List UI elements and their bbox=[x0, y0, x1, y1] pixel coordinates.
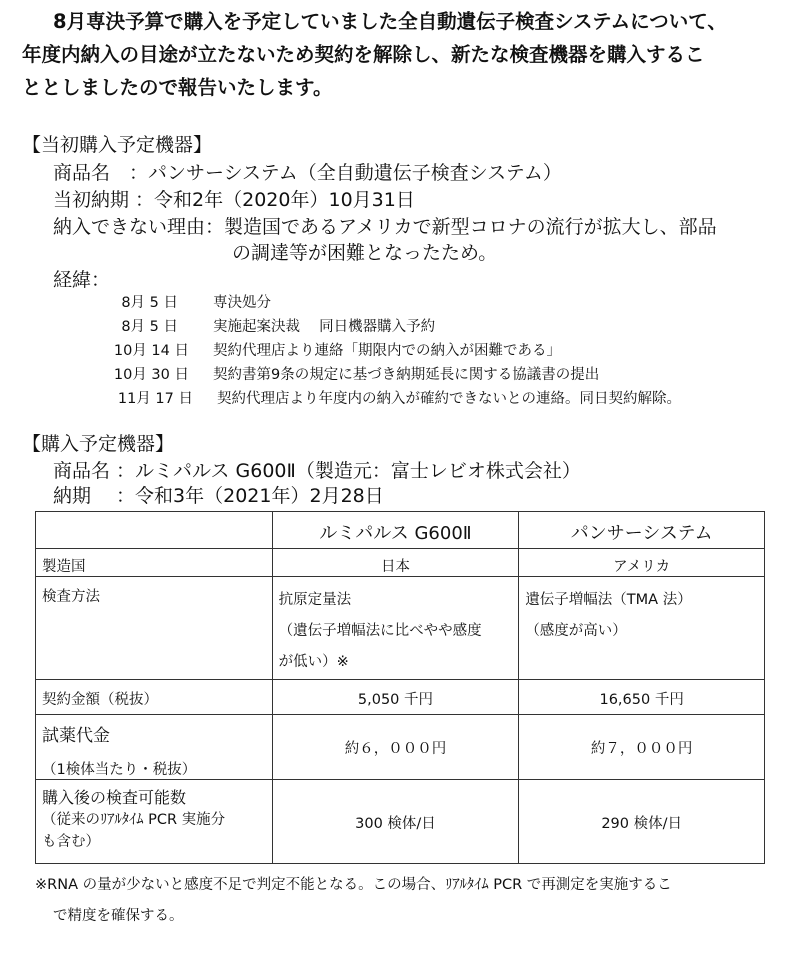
price-lumipulse: 5,050 千円 bbox=[357, 692, 434, 708]
table-row bbox=[36, 577, 765, 680]
table-row bbox=[36, 780, 765, 864]
capacity-label-2: （従来のﾘｱﾙﾀｲﾑ PCR 実施分 bbox=[42, 812, 226, 828]
table-cell bbox=[519, 715, 765, 780]
table-row bbox=[36, 549, 765, 577]
capacity-lumipulse: 300 検体/日 bbox=[355, 816, 436, 832]
table-cell bbox=[519, 577, 765, 680]
method-lumipulse-3: が低い）※ bbox=[278, 654, 349, 670]
table-row bbox=[36, 680, 765, 715]
table-cell bbox=[519, 680, 765, 715]
footnote-line-1: ※RNA の量が少ないと感度不足で判定不能となる。この場合、ﾘｱﾙﾀｲﾑ PCR で再測定を実施するこ bbox=[35, 877, 672, 893]
original-delivery: 当初納期 ：令和2年（2020年）10月31日 bbox=[53, 189, 415, 211]
row-label-cell bbox=[36, 680, 273, 715]
table-cell bbox=[272, 680, 519, 715]
history-text: 専決処分 bbox=[213, 295, 271, 311]
intro-line-3: ととしましたので報告いたします。 bbox=[22, 76, 333, 99]
history-date: 8月 5 日 bbox=[121, 295, 178, 311]
history-text: 契約代理店より連絡「期限内での納入が困難である」 bbox=[213, 343, 561, 359]
header-empty-cell bbox=[36, 512, 273, 549]
reagent-label-2: （1検体当たり・税抜） bbox=[42, 762, 197, 778]
original-heading: 【当初購入予定機器】 bbox=[22, 134, 213, 156]
table-cell bbox=[272, 549, 519, 577]
planned-product: 商品名 ：ルミパルス G600Ⅱ（製造元：富士レビオ株式会社） bbox=[53, 460, 581, 482]
intro-line-1: 8月専決予算で購入を予定していました全自動遺伝子検査システムについて、 bbox=[53, 10, 727, 33]
capacity-label-1: 購入後の検査可能数 bbox=[42, 788, 187, 807]
method-panther-2: （感度が高い） bbox=[525, 623, 627, 639]
table-cell bbox=[272, 780, 519, 864]
history-date: 10月 30 日 bbox=[113, 367, 189, 383]
row-label-cell bbox=[36, 780, 273, 864]
method-panther-1: 遺伝子増幅法（TMA 法） bbox=[525, 592, 692, 608]
original-product: 商品名 ：パンサーシステム（全自動遺伝子検査システム） bbox=[53, 162, 562, 184]
footnote-line-2: で精度を確保する。 bbox=[53, 908, 184, 924]
country-lumipulse: 日本 bbox=[380, 559, 410, 575]
method-lumipulse-1: 抗原定量法 bbox=[278, 592, 352, 608]
history-date: 10月 14 日 bbox=[113, 343, 189, 359]
history-text: 契約書第9条の規定に基づき納期延長に関する協議書の提出 bbox=[213, 367, 600, 383]
capacity-panther: 290 検体/日 bbox=[601, 816, 682, 832]
row-label-cell bbox=[36, 715, 273, 780]
method-lumipulse-2: （遺伝子増幅法に比べやや感度 bbox=[278, 623, 482, 639]
table-cell bbox=[272, 577, 519, 680]
table-cell bbox=[519, 549, 765, 577]
table-cell bbox=[519, 780, 765, 864]
table-row bbox=[36, 715, 765, 780]
history-label: 経緯： bbox=[53, 269, 111, 291]
price-panther: 16,650 千円 bbox=[599, 692, 684, 708]
row-label-cell bbox=[36, 577, 273, 680]
price-label: 契約金額（税抜） bbox=[42, 692, 158, 708]
header-panther: パンサーシステム bbox=[570, 523, 713, 544]
planned-heading: 【購入予定機器】 bbox=[22, 433, 175, 455]
table-header-row bbox=[36, 512, 765, 549]
intro-line-2: 年度内納入の目途が立たないため契約を解除し、新たな検査機器を購入するこ bbox=[22, 43, 705, 66]
history-date: 8月 5 日 bbox=[121, 319, 178, 335]
method-label: 検査方法 bbox=[42, 589, 100, 605]
capacity-label-3: も含む） bbox=[42, 834, 100, 850]
reagent-lumipulse: 約６，０００円 bbox=[344, 741, 447, 757]
history-date: 11月 17 日 bbox=[117, 391, 193, 407]
row-label-cell bbox=[36, 549, 273, 577]
reagent-panther: 約７，０００円 bbox=[590, 741, 693, 757]
header-lumipulse: ルミパルス G600Ⅱ bbox=[319, 523, 472, 544]
reagent-label-1: 試薬代金 bbox=[42, 726, 110, 746]
header-cell bbox=[272, 512, 519, 549]
country-panther: アメリカ bbox=[613, 559, 671, 575]
header-cell bbox=[519, 512, 765, 549]
history-text: 契約代理店より年度内の納入が確約できないとの連絡。同日契約解除。 bbox=[217, 391, 681, 407]
original-reason-2: の調達等が困難となったため。 bbox=[232, 242, 498, 264]
table-cell bbox=[272, 715, 519, 780]
original-reason-1: 納入できない理由：製造国であるアメリカで新型コロナの流行が拡大し、部品 bbox=[53, 216, 717, 238]
country-label: 製造国 bbox=[42, 559, 86, 575]
history-text: 実施起案決裁 同日機器購入予約 bbox=[213, 319, 436, 335]
planned-delivery: 納期 ：令和3年（2021年）2月28日 bbox=[53, 485, 384, 507]
comparison-table bbox=[35, 511, 765, 864]
